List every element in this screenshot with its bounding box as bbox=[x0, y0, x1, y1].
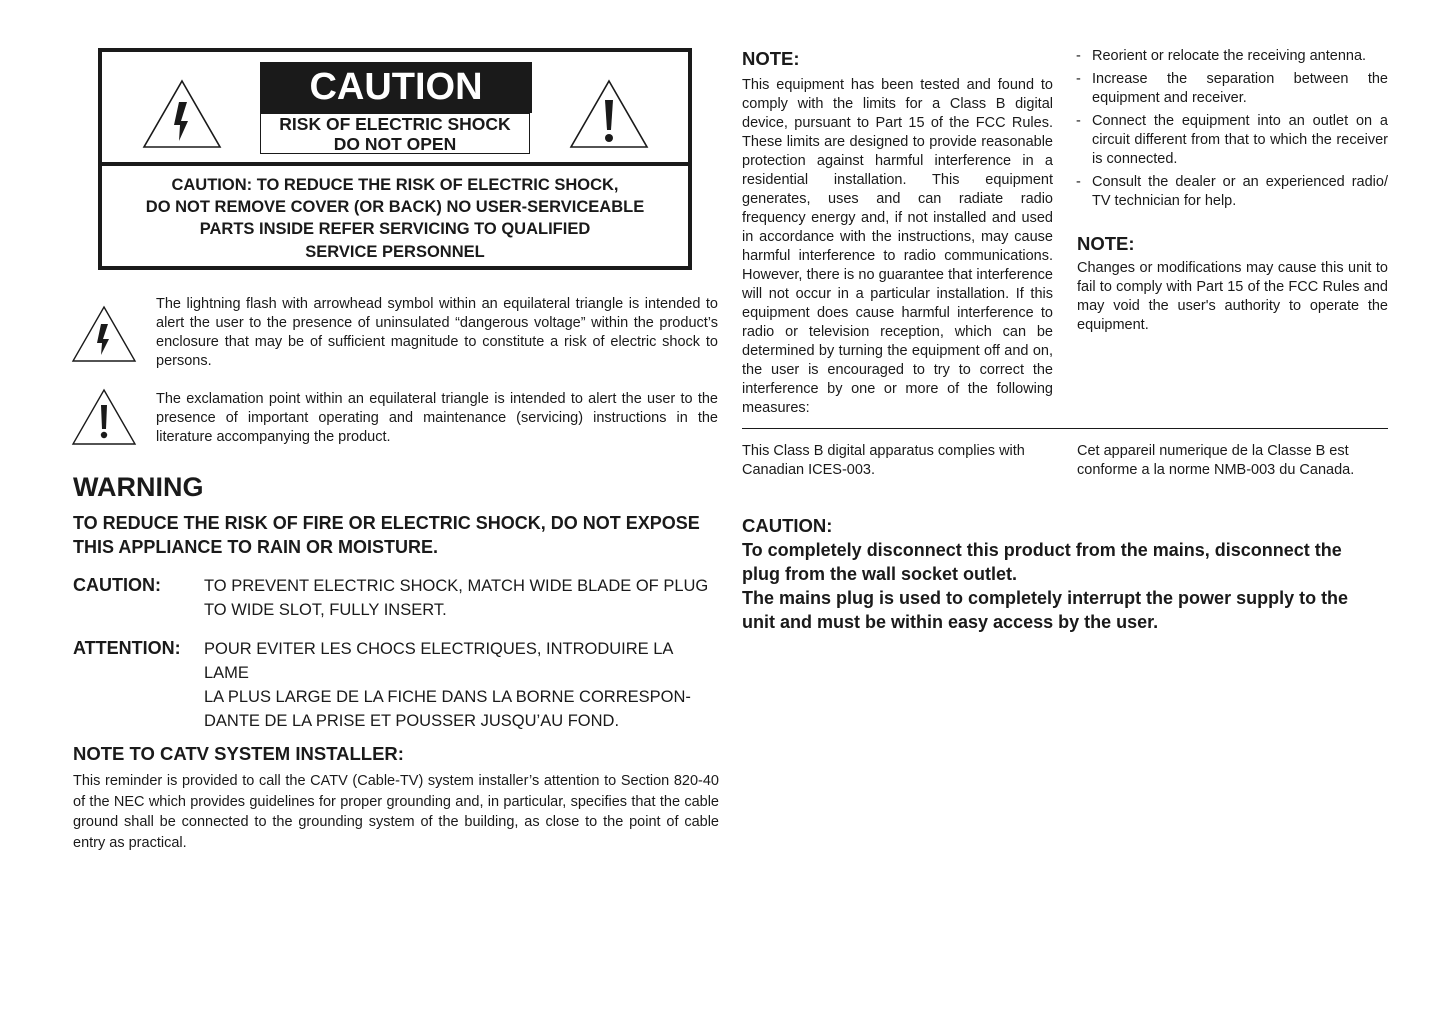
caution-subtitle-line: DO NOT OPEN bbox=[333, 133, 457, 154]
catv-heading: NOTE TO CATV SYSTEM INSTALLER: bbox=[73, 743, 404, 764]
warning-text-line: TO REDUCE THE RISK OF FIRE OR ELECTRIC SHOCK, DO NOT EXPOSE bbox=[73, 513, 700, 533]
attention-line: POUR EVITER LES CHOCS ELECTRIQUES, INTRODUIRE LA LAME bbox=[204, 640, 673, 682]
mains-caution-text bbox=[742, 538, 1388, 634]
attention-text bbox=[204, 637, 718, 733]
exclamation-symbol-icon bbox=[71, 388, 137, 446]
catv-text: This reminder is provided to call the CATV (Cable-TV) system installer’s attention to Section 820-40 of the NEC which provides guidelines for proper grounding and, in particular, specifies that the cable ground shall be connected to the grounding system of the building, as close to the point of cable entry as practical. bbox=[73, 773, 719, 851]
mains-caution-line: The mains plug is used to completely interrupt the power supply to the bbox=[742, 588, 1349, 608]
caution-plug-line: TO WIDE SLOT, FULLY INSERT. bbox=[204, 601, 447, 619]
canada-compliance-fr: Cet appareil numerique de la Classe B est conforme a la norme NMB-003 du Canada. bbox=[1077, 443, 1355, 478]
lightning-symbol-description: The lightning flash with arrowhead symbol within an equilateral triangle is intended to alert the user to the presence of uninsulated “dangerous voltage” within the product’s enclosure that may be of sufficient magnitude to constitute a risk of electric shock to persons. bbox=[156, 296, 718, 369]
caution-divider bbox=[102, 162, 688, 166]
modification-note-heading: NOTE: bbox=[1077, 233, 1135, 254]
list-item: - Connect the equipment into an outlet on a circuit different from that to which the receiver is connected. bbox=[1076, 113, 1388, 167]
warning-text-line: THIS APPLIANCE TO RAIN OR MOISTURE. bbox=[73, 537, 439, 557]
list-item: - Reorient or relocate the receiving antenna. bbox=[1076, 48, 1367, 64]
exclamation-symbol-description: The exclamation point within an equilateral triangle is intended to alert the user to the presence of important operating and maintenance (servicing) instructions in the literature accompanying the product. bbox=[156, 391, 718, 445]
warning-text bbox=[73, 511, 719, 559]
fcc-note-heading: NOTE: bbox=[742, 48, 800, 69]
mains-caution-line: plug from the wall socket outlet. bbox=[742, 564, 1018, 584]
caution-instruction-line: PARTS INSIDE REFER SERVICING TO QUALIFIED bbox=[199, 220, 591, 239]
caution-plug-line: TO PREVENT ELECTRIC SHOCK, MATCH WIDE BLADE OF PLUG bbox=[204, 577, 709, 595]
attention-line: LA PLUS LARGE DE LA FICHE DANS LA BORNE CORRESPON- bbox=[204, 688, 691, 706]
caution-label-box bbox=[98, 48, 692, 270]
caution-instructions bbox=[102, 174, 688, 263]
caution-subtitle bbox=[260, 113, 530, 154]
measures-list bbox=[1076, 47, 1388, 215]
caution-subtitle-line: RISK OF ELECTRIC SHOCK bbox=[279, 114, 511, 134]
list-item: - Consult the dealer or an experienced radio/ TV technician for help. bbox=[1076, 174, 1388, 209]
warning-heading: WARNING bbox=[73, 472, 204, 502]
caution-instruction-line: DO NOT REMOVE COVER (OR BACK) NO USER-SERVICEABLE bbox=[145, 198, 645, 217]
fcc-note-text: This equipment has been tested and found to comply with the limits for a Class B digital device, pursuant to Part 15 of the FCC Rules. These limits are designed to provide reasonable protection against harmful interference in a residential installation. This equipment generates, uses and can radiate radio frequency energy and, if not installed and used in accordance with the instructions, may cause harmful interference to radio communications. However, there is no guarantee that interference will not occur in a particular installation. If this equipment does cause harmful interference to radio or television reception, which can be determined by turning the equipment off and on, the user is encouraged to try to correct the interference by one or more of the following measures: bbox=[742, 77, 1053, 416]
mains-caution-line: To completely disconnect this product from the mains, disconnect the bbox=[742, 540, 1342, 560]
caution-title: CAUTION bbox=[260, 62, 532, 113]
exclamation-warning-icon bbox=[568, 78, 650, 150]
mains-caution-heading: CAUTION: bbox=[742, 515, 833, 536]
canada-compliance-en: This Class B digital apparatus complies with Canadian ICES-003. bbox=[742, 443, 1025, 478]
mains-caution-line: unit and must be within easy access by the user. bbox=[742, 612, 1159, 632]
section-divider bbox=[742, 428, 1388, 429]
attention-line: DANTE DE LA PRISE ET POUSSER JUSQU’AU FOND. bbox=[204, 712, 620, 730]
lightning-warning-icon bbox=[141, 78, 223, 150]
modification-note-text: Changes or modifications may cause this unit to fail to comply with Part 15 of the FCC Rules and may void the user's authority to operate the equipment. bbox=[1077, 260, 1388, 333]
caution-plug-label: CAUTION: bbox=[73, 575, 161, 595]
caution-plug-text bbox=[204, 574, 718, 622]
caution-instruction-line: SERVICE PERSONNEL bbox=[305, 242, 485, 261]
list-item: - Increase the separation between the equipment and receiver. bbox=[1076, 71, 1388, 106]
caution-instruction-line: CAUTION: TO REDUCE THE RISK OF ELECTRIC SHOCK, bbox=[171, 176, 619, 194]
attention-label: ATTENTION: bbox=[73, 638, 181, 658]
lightning-symbol-icon bbox=[71, 305, 137, 363]
